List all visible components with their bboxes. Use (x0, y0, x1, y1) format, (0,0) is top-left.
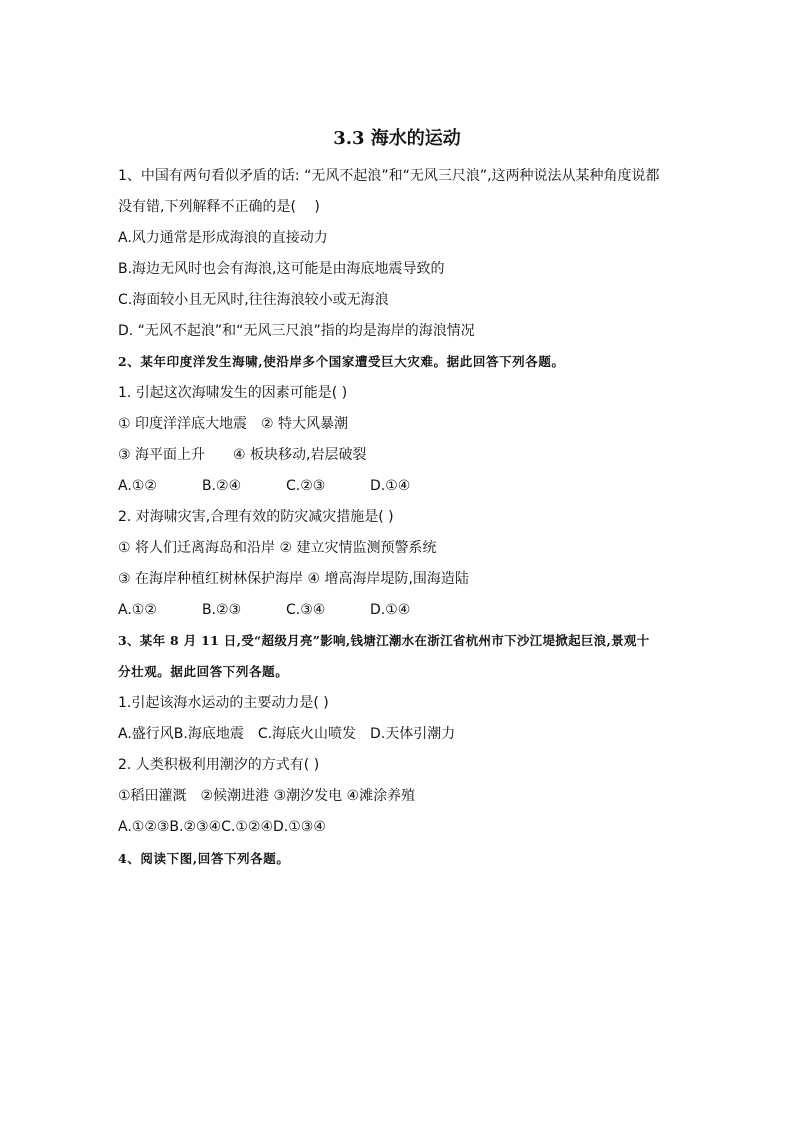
q1-stem-line1: 1、中国有两句看似矛盾的话: “无风不起浪”和“无风三尺浪”,这两种说法从某种角度说都 (118, 168, 660, 184)
q2-sub1-items-line2: ③ 海平面上升 ④ 板块移动,岩层破裂 (118, 447, 367, 463)
q2-sub2-option-c: C.③④ (286, 602, 326, 618)
q3-intro-line2: 分壮观。据此回答下列各题。 (118, 664, 289, 679)
q4-intro: 4、阅读下图,回答下列各题。 (118, 851, 290, 866)
q2-sub2-items-line1: ① 将人们迁离海岛和沿岸 ② 建立灾情监测预警系统 (118, 540, 437, 556)
q2-sub2-option-b: B.②③ (202, 602, 242, 618)
q2-sub1-option-c: C.②③ (286, 478, 326, 494)
q3-sub1-options: A.盛行风B.海底地震 C.海底火山喷发 D.天体引潮力 (118, 726, 456, 742)
q1-option-b: B.海边无风时也会有海浪,这可能是由海底地震导致的 (118, 261, 445, 277)
q2-sub1-option-d: D.①④ (370, 478, 411, 494)
q3-intro-line1: 3、某年 8 月 11 日,受“超级月亮”影响,钱塘江潮水在浙江省杭州市下沙江堤掀起巨浪,景观十 (118, 633, 650, 648)
q2-intro: 2、某年印度洋发生海啸,使沿岸多个国家遭受巨大灾难。据此回答下列各题。 (118, 354, 565, 369)
q1-option-d: D. “无风不起浪”和“无风三尺浪”指的均是海岸的海浪情况 (118, 323, 475, 339)
q3-sub2-options: A.①②③B.②③④C.①②④D.①③④ (118, 819, 326, 835)
q2-sub1-option-a: A.①② (118, 478, 157, 494)
q2-sub2-option-d: D.①④ (370, 602, 411, 618)
q2-sub2-items-line2: ③ 在海岸种植红树林保护海岸 ④ 增高海岸堤防,围海造陆 (118, 571, 469, 587)
q1-option-c: C.海面较小且无风时,往往海浪较小或无海浪 (118, 292, 389, 308)
q2-sub2-stem: 2. 对海啸灾害,合理有效的防灾减灾措施是( ) (118, 509, 394, 525)
q2-sub2-options (118, 600, 410, 620)
q3-sub2-stem: 2. 人类积极利用潮汐的方式有( ) (118, 757, 320, 773)
q2-sub2-option-a: A.①② (118, 602, 157, 618)
q1-stem-line2: 没有错,下列解释不正确的是( ) (118, 199, 320, 215)
q1-option-a: A.风力通常是形成海浪的直接动力 (118, 230, 328, 246)
q3-sub2-items: ①稻田灌溉 ②候潮进港 ③潮汐发电 ④滩涂养殖 (118, 788, 416, 804)
q2-sub1-options (118, 476, 410, 496)
q2-sub1-stem: 1. 引起这次海啸发生的因素可能是( ) (118, 385, 348, 401)
q2-sub1-items-line1: ① 印度洋洋底大地震 ② 特大风暴潮 (118, 416, 349, 432)
page-title: 3.3 海水的运动 (333, 128, 461, 149)
q2-sub1-option-b: B.②④ (202, 478, 242, 494)
q3-sub1-stem: 1.引起该海水运动的主要动力是( ) (118, 695, 329, 711)
